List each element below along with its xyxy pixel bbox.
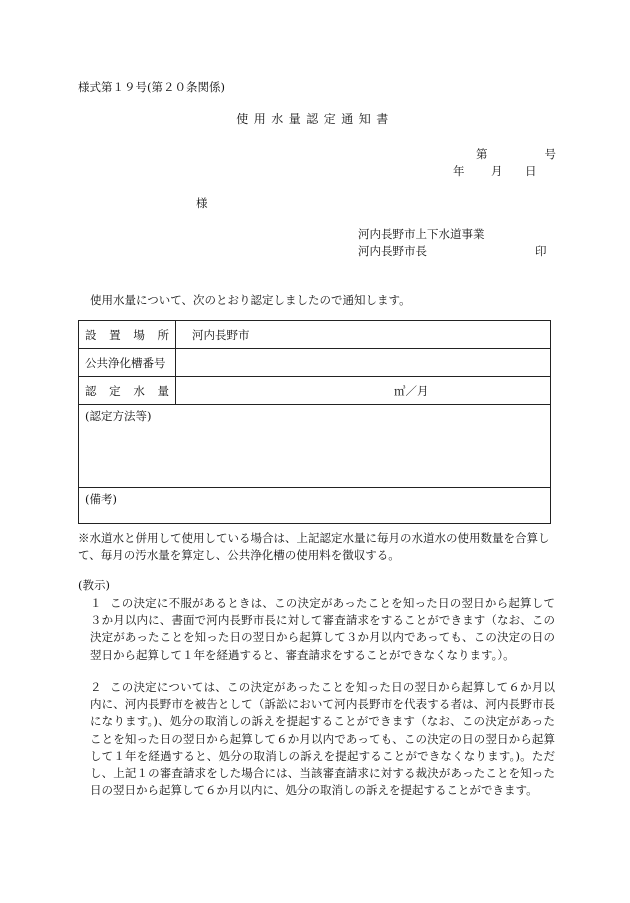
instruction-number: ２: [90, 680, 102, 694]
method-cell[interactable]: [79, 405, 551, 488]
instructions-title: (教示): [78, 578, 110, 592]
location-value: [176, 321, 551, 349]
volume-value: [176, 377, 551, 405]
issue-number-label: 第: [476, 147, 488, 161]
issuer-name: 河内長野市長: [358, 244, 427, 258]
table-row-tank-number: [79, 349, 551, 377]
certification-table: [78, 320, 551, 524]
volume-label-text: 認 定 水 量: [85, 383, 169, 398]
table-row-remarks: [79, 488, 551, 524]
date-year: 年: [453, 164, 465, 178]
volume-label: [79, 377, 176, 405]
issue-date: [453, 163, 553, 179]
addressee-honorific: 様: [196, 196, 208, 210]
instruction-text: この決定に不服があるときは、この決定があったことを知った日の翌日から起算して３か月以内に、書面で河内長野市長に対して審査請求をすることができます（なお、この決定があったことを知った日の翌日から起算して３か月以内であっても、この決定の日の翌日から起算して１年を経過すると、審査請求をすることができなくなります。）。: [90, 596, 555, 662]
method-label: (認定方法等): [85, 409, 152, 423]
issue-number-suffix: 号: [544, 147, 556, 161]
date-day: 日: [525, 164, 537, 178]
issuer-organization: 河内長野市上下水道事業: [358, 227, 485, 241]
document-title: 使用水量認定通知書: [236, 112, 394, 126]
date-month: 月: [491, 164, 503, 178]
remarks-label: (備考): [85, 492, 117, 506]
remarks-cell[interactable]: [79, 488, 551, 524]
location-label-text: 設 置 場 所: [85, 327, 169, 342]
usage-note: ※水道水と併用して使用している場合は、上記認定水量に毎月の水道水の使用数量を合算して、毎月の汚水量を算定し、公共浄化槽の使用料を徴収する。: [78, 531, 550, 562]
volume-unit: ㎥／月: [394, 383, 429, 398]
instruction-item-1: [90, 595, 555, 664]
location-value-text: 河内長野市: [192, 327, 250, 342]
tank-number-value[interactable]: [176, 349, 551, 377]
instruction-text: この決定については、この決定があったことを知った日の翌日から起算して６か月以内に、河内長野市を被告として（訴訟において河内長野市を代表する者は、河内長野市長になります。)、処分の取消しの訴えを提起することができます（なお、この決定があったことを知った日の翌日から起算して６か月以内であっても、この決定の日の翌日から起算して１年を経過すると、処分の取消しの訴えを提起することができなくなります。)。ただし、上記１の審査請求をした場合には、当該審査請求に対する裁決があったことを知った日の翌日から起算して６か月以内に、処分の取消しの訴えを提起することができます。: [90, 680, 555, 798]
tank-number-label: 公共浄化槽番号: [79, 349, 176, 377]
form-number: 様式第１９号(第２０条関係): [78, 80, 225, 94]
intro-text: 使用水量について、次のとおり認定しましたので通知します。: [90, 293, 411, 307]
table-row-location: [79, 321, 551, 349]
table-row-volume: [79, 377, 551, 405]
instruction-item-2: [90, 679, 555, 799]
location-label: [79, 321, 176, 349]
seal-mark: 印: [535, 244, 547, 258]
table-row-method: [79, 405, 551, 488]
instruction-number: １: [90, 596, 102, 610]
